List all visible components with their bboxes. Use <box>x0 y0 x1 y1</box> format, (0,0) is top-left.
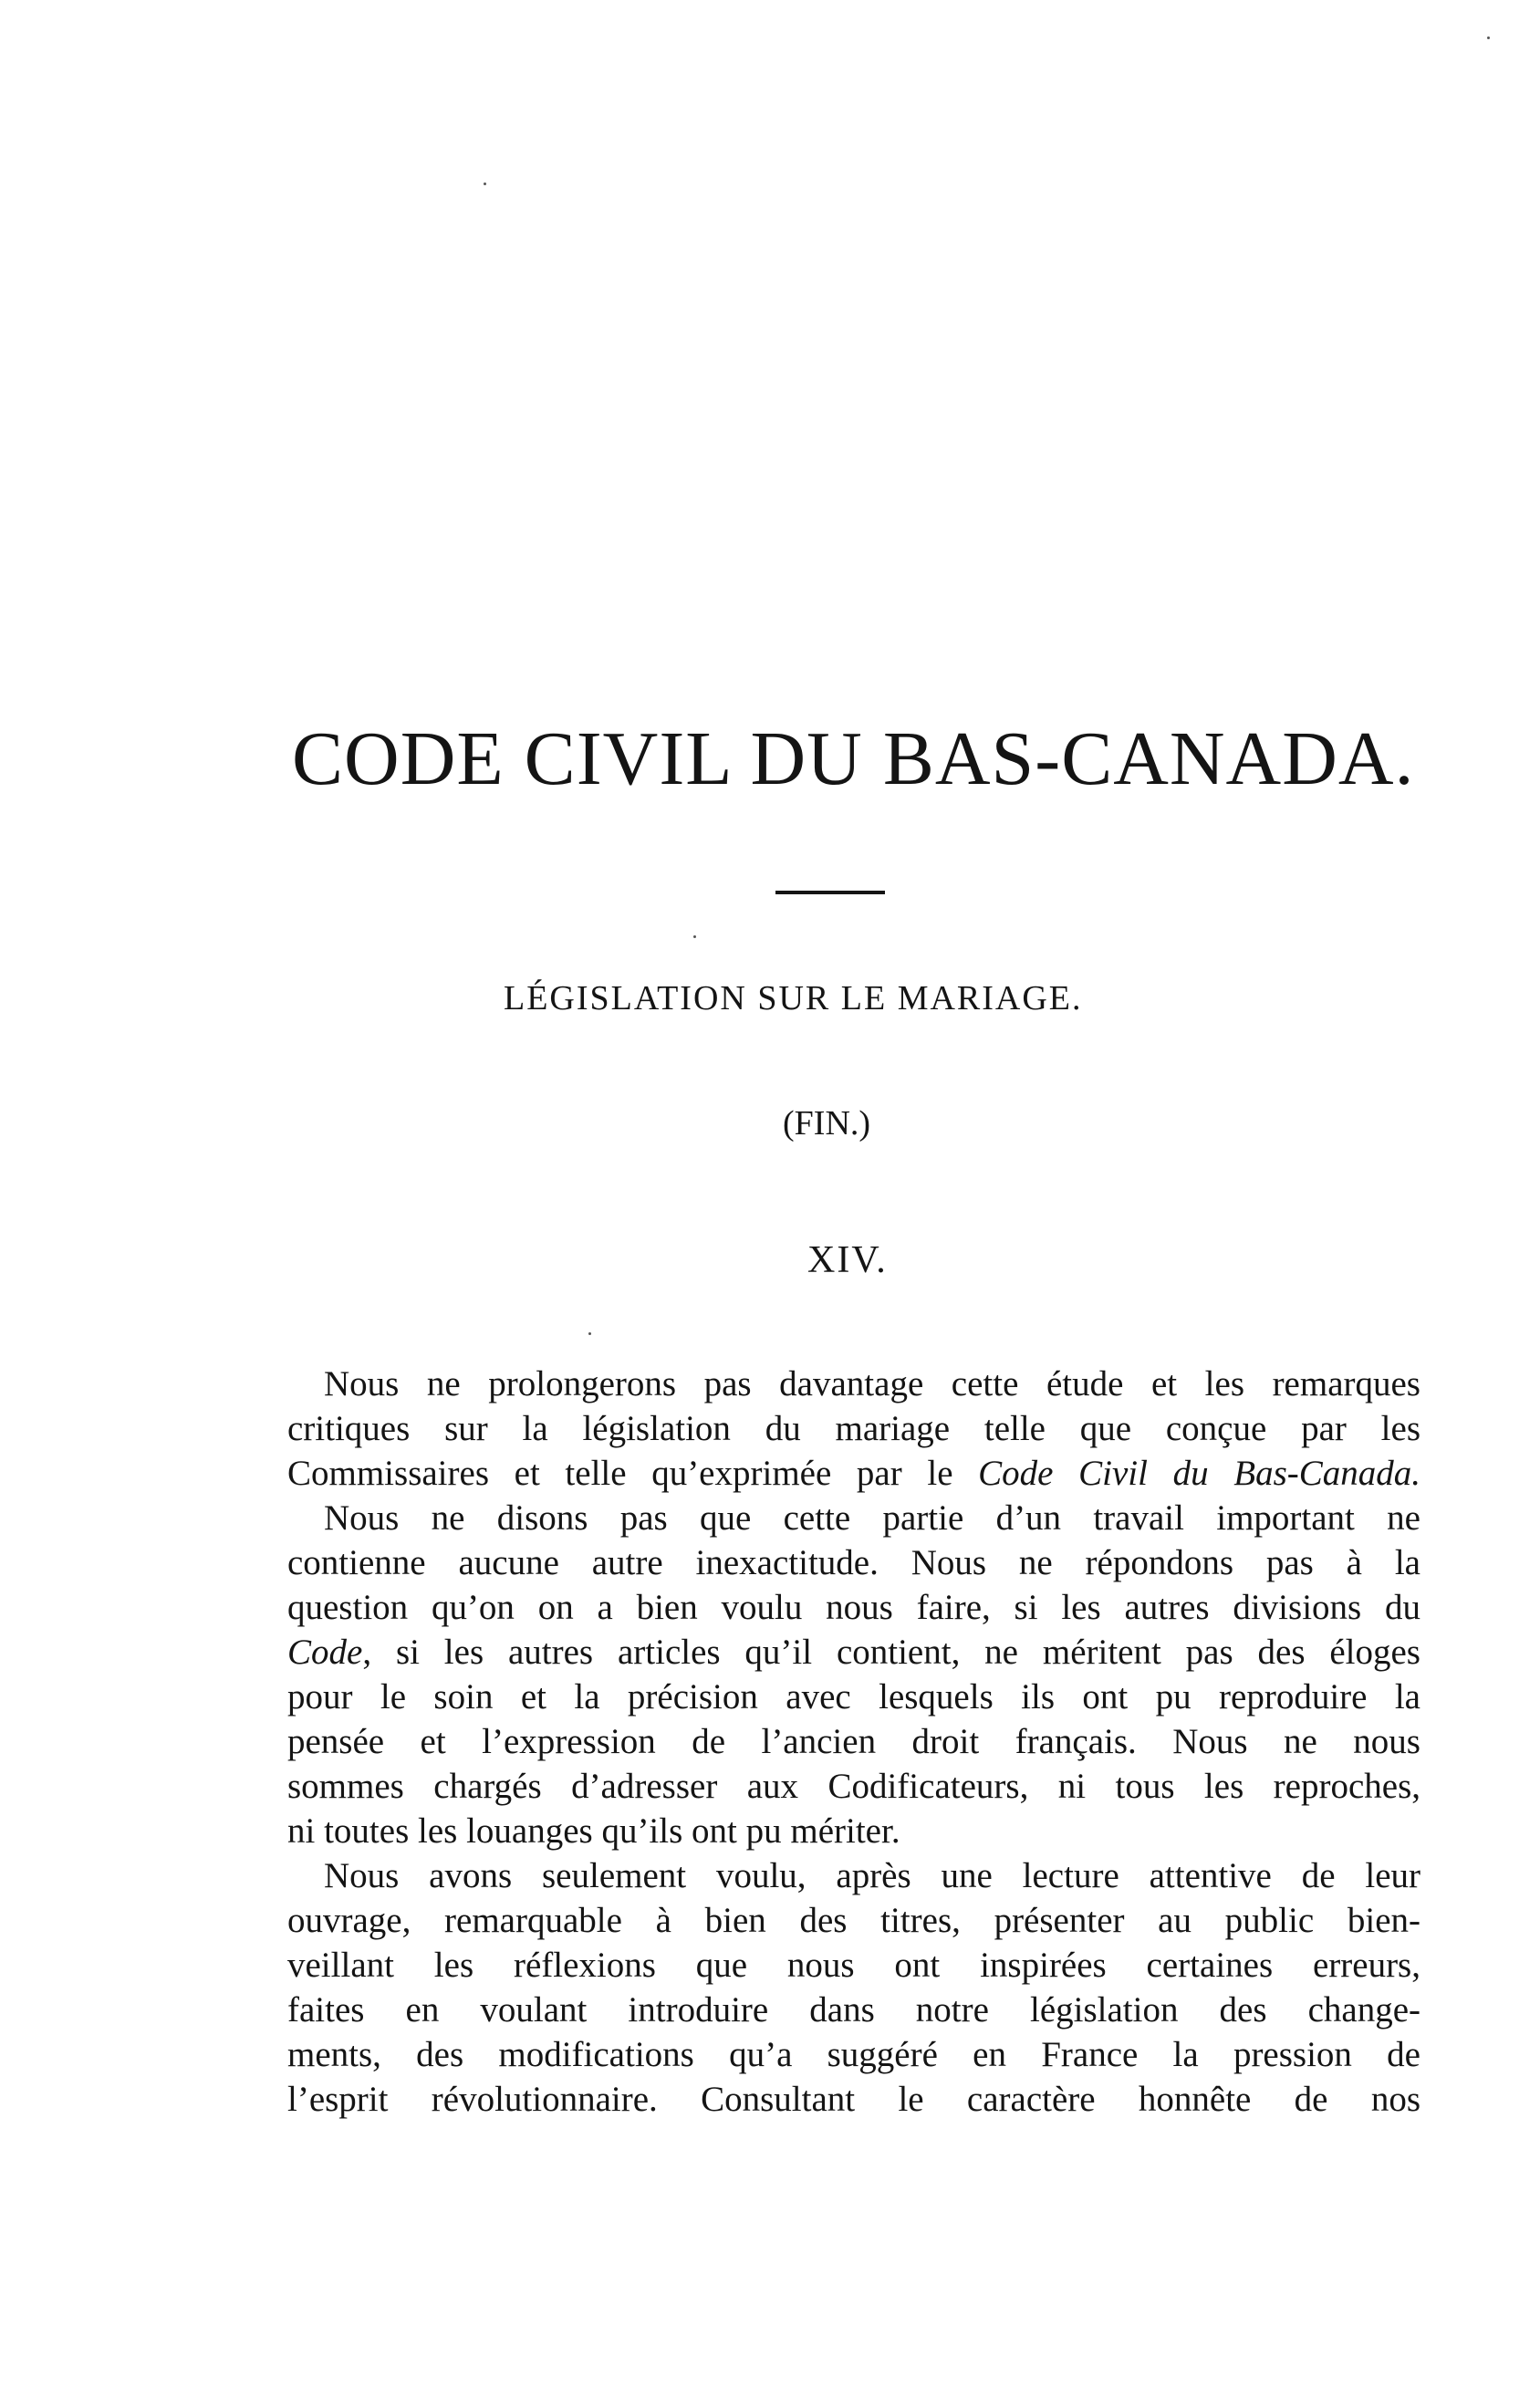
body-line: veillant les réflexions que nous ont inspirées certaines erreurs, <box>287 1946 1420 1985</box>
body-line: question qu’on on a bien voulu nous faire, si les autres divisions du <box>287 1588 1420 1627</box>
body-line: ni toutes les louanges qu’ils ont pu mériter. <box>287 1811 900 1851</box>
body-text <box>287 1362 1420 2122</box>
page-speck <box>588 1332 591 1335</box>
body-line: ments, des modifications qu’a suggéré en France la pression de <box>287 2035 1420 2074</box>
body-line-italic: Code <box>287 1633 363 1672</box>
body-line: ouvrage, remarquable à bien des titres, présenter au public bien- <box>287 1901 1420 1940</box>
body-line: pensée et l’expression de l’ancien droit français. Nous ne nous <box>287 1722 1420 1761</box>
body-line: faites en voulant introduire dans notre législation des change- <box>287 1990 1420 2030</box>
page-speck <box>693 935 696 938</box>
body-line: critiques sur la législation du mariage telle que conçue par les <box>287 1409 1420 1448</box>
body-line-italic: Code Civil du Bas-Canada. <box>978 1454 1420 1493</box>
body-line <box>287 1451 1420 1496</box>
body-line: sommes chargés d’adresser aux Codificateurs, ni tous les reproches, <box>287 1767 1420 1806</box>
title-rule <box>775 891 885 894</box>
continuation-note: (FIN.) <box>783 1104 871 1143</box>
body-line: Nous ne prolongerons pas davantage cette étude et les remarques <box>324 1364 1420 1403</box>
body-line-text: Commissaires et telle qu’exprimée par le <box>287 1454 979 1493</box>
document-title: CODE CIVIL DU BAS-CANADA. <box>292 716 1415 801</box>
body-line: Nous ne disons pas que cette partie d’un travail important ne <box>324 1498 1420 1538</box>
page-speck <box>484 183 486 185</box>
page-speck <box>1487 37 1490 39</box>
document-subtitle: LÉGISLATION SUR LE MARIAGE. <box>504 979 1083 1017</box>
body-line: pour le soin et la précision avec lesquels ils ont pu reproduire la <box>287 1677 1420 1717</box>
body-line: contienne aucune autre inexactitude. Nous ne répondons pas à la <box>287 1543 1420 1582</box>
body-line <box>287 1630 1420 1675</box>
body-line-text: , si les autres articles qu’il contient, ne méritent pas des éloges <box>362 1633 1420 1672</box>
section-number: XIV. <box>807 1239 888 1281</box>
body-line: l’esprit révolutionnaire. Consultant le caractère honnête de nos <box>287 2080 1420 2119</box>
body-line: Nous avons seulement voulu, après une lecture attentive de leur <box>324 1856 1420 1895</box>
